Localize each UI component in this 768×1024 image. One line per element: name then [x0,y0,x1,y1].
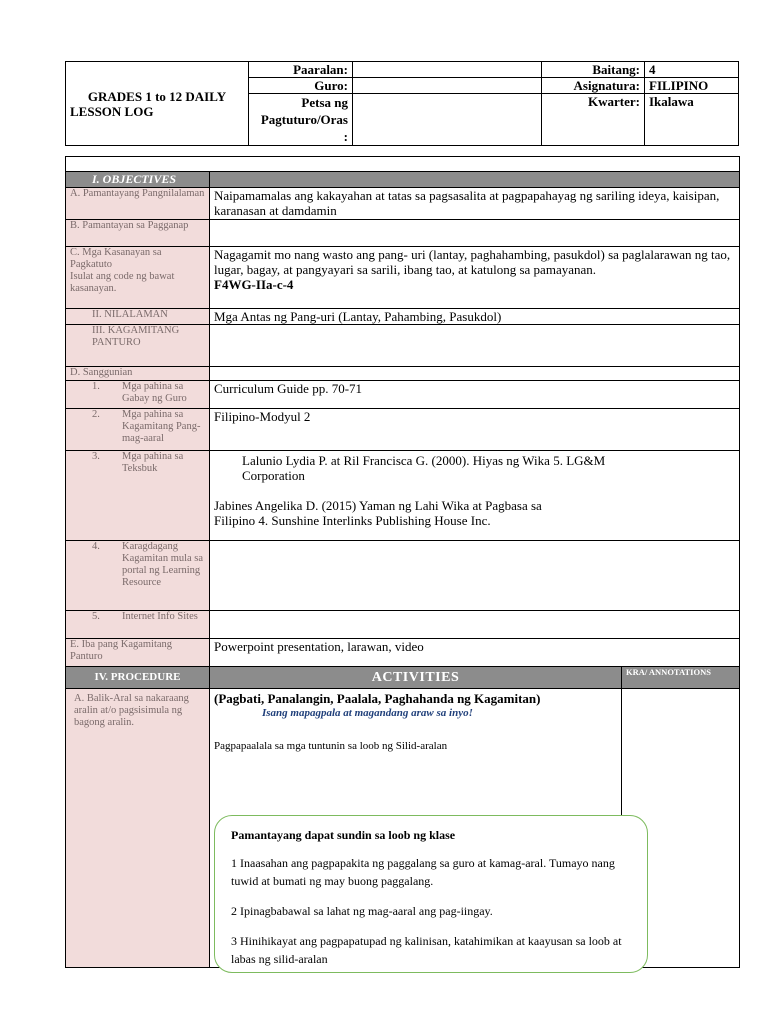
petsa-label [249,94,353,146]
ref-1-label [66,381,210,409]
ref-3-citation-1: Lalunio Lydia P. at Ril Francisca G. (2000). Hiyas ng Wika 5. LG&M Corporation [242,453,606,483]
ref-5-value [210,611,740,639]
petsa-label-line-1: Petsa ng [301,95,348,110]
kagamitan-label: III. KAGAMITANG PANTURO [66,325,210,367]
ref-2-label [66,409,210,451]
ref-5-text: Internet Info Sites [122,611,198,622]
lesson-log-header-table [65,61,739,146]
class-rule-3: 3 Hinihikayat ang pagpapatupad ng kalinisan, katahimikan at kaayusan sa loob at labas ng silid-aralan [231,934,622,966]
kra-annotations-header: KRA/ ANNOTATIONS [622,667,740,689]
balik-aral-label: A. Balik-Aral sa nakaraang aralin at/o pagsisimula ng bagong aralin. [66,689,210,968]
kasanayan-label [66,247,210,309]
ref-3-label [66,451,210,541]
title-line-2: LESSON LOG [70,103,154,119]
petsa-label-line-2: Pagtuturo/Oras [260,112,348,127]
kasanayan-text: Nagagamit mo nang wasto ang pang- uri (lantay, paghahambing, pasukdol) sa paglalarawan ng tao, lugar, bagay, at pangyayari sa sarili, ibang tao, at katulong sa pamayanan. [214,247,731,277]
petsa-label-line-3: : [343,129,348,144]
paaralan-label: Paaralan: [249,62,353,78]
ref-2-text: Mga pahina sa Kagamitang Pang-mag-aaral [122,409,201,444]
class-rules-callout [214,815,648,973]
title-line-1: GRADES 1 to 12 DAILY [87,88,227,104]
pamantayan-pagganap-label: B. Pamantayan sa Pagganap [66,220,210,247]
petsa-value [353,94,542,146]
ref-4-label [66,541,210,611]
document-title [66,62,249,146]
ref-1-value: Curriculum Guide pp. 70-71 [210,381,740,409]
ref-4-value [210,541,740,611]
sanggunian-value [210,367,740,381]
ref-4-number: 4. [92,541,100,552]
ref-1-number: 1. [92,381,100,392]
kwarter-value: Ikalawa [645,94,739,146]
iba-pang-kagamitan-value: Powerpoint presentation, larawan, video [210,639,740,667]
kasanayan-code: F4WG-IIa-c-4 [214,277,294,292]
ref-4-text: Karagdagang Kagamitan mula sa portal ng Learning Resource [122,541,204,588]
pamantayang-pangnilalaman-value: Naipamamalas ang kakayahan at tatas sa pagsasalita at pagpapahayag ng sariling ideya, kaisipan, karanasan at damdamin [210,188,740,220]
ref-3-text: Mga pahina sa Teksbuk [122,451,184,474]
ref-2-number: 2. [92,409,100,420]
ref-3-citation-2: Jabines Angelika D. (2015) Yaman ng Lahi Wika at Pagbasa sa Filipino 4. Sunshine Interlinks Publishing House Inc. [214,498,542,528]
ref-3-value [210,451,740,541]
procedure-header: IV. PROCEDURE [66,667,210,689]
sanggunian-label: D. Sanggunian [66,367,210,381]
kasanayan-label-main: C. Mga Kasanayan sa Pagkatuto [70,247,162,270]
ref-5-label [66,611,210,639]
activities-header: ACTIVITIES [210,667,622,689]
kasanayan-label-note: Isulat ang code ng bawat kasanayan. [70,271,175,294]
nilalaman-value: Mga Antas ng Pang-uri (Lantay, Pahambing, Pasukdol) [210,309,740,325]
balik-aral-heading: (Pagbati, Panalangin, Paalala, Paghahanda ng Kagamitan) [214,691,541,706]
greeting-text: Isang mapagpala at magandang araw sa inyo! [262,707,473,719]
nilalaman-label: II. NILALAMAN [66,309,210,325]
paaralan-value [353,62,542,78]
class-rule-1: 1 Inaasahan ang pagpapakita ng paggalang sa guro at kamag-aral. Tumayo nang tuwid at bumati ng may buong paggalang. [231,856,615,888]
reminder-text: Pagpapaalala sa mga tuntunin sa loob ng Silid-aralan [214,740,448,752]
guro-label: Guro: [249,78,353,94]
ref-2-value: Filipino-Modyul 2 [210,409,740,451]
baitang-label: Baitang: [542,62,645,78]
kasanayan-value [210,247,740,309]
class-rules-title: Pamantayang dapat sundin sa loob ng klase [231,828,456,842]
asignatura-label: Asignatura: [542,78,645,94]
ref-5-number: 5. [92,611,100,622]
guro-value [353,78,542,94]
objectives-header-fill [210,172,740,188]
pamantayan-pagganap-value [210,220,740,247]
ref-1-text: Mga pahina sa Gabay ng Guro [122,381,187,404]
ref-3-number: 3. [92,451,100,462]
iba-pang-kagamitan-label: E. Iba pang Kagamitang Panturo [66,639,210,667]
blank-top-row [66,157,740,172]
pamantayang-pangnilalaman-label: A. Pamantayang Pangnilalaman [66,188,210,220]
baitang-value: 4 [645,62,739,78]
class-rule-2: 2 Ipinagbabawal sa lahat ng mag-aaral ang pag-iingay. [231,904,493,918]
objectives-header: I. OBJECTIVES [66,172,210,188]
asignatura-value: FILIPINO [645,78,739,94]
kwarter-label: Kwarter: [542,94,645,146]
kagamitan-value [210,325,740,367]
